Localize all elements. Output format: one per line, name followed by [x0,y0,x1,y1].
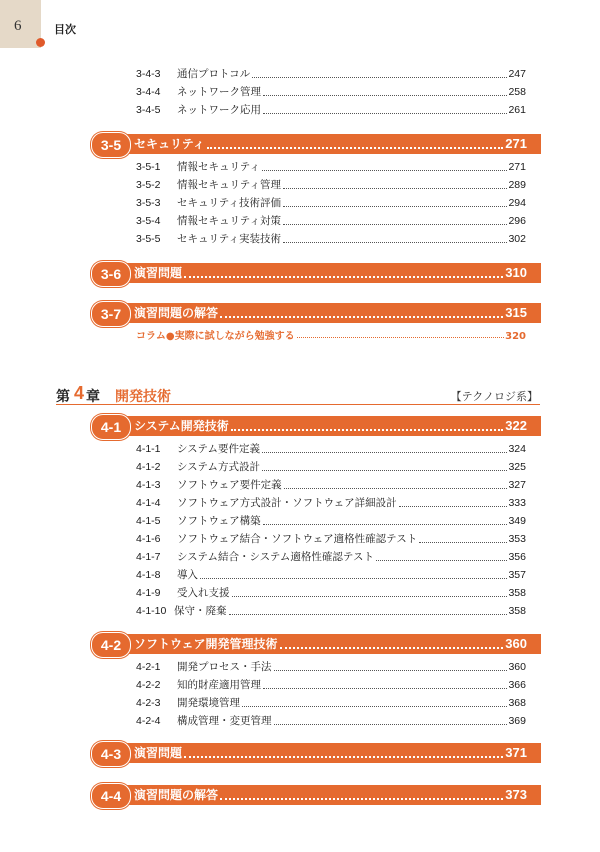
entry-number: 3-5-5 [136,233,161,245]
section-badge: 3-5 [91,132,131,158]
bullet-dot-icon [36,38,45,47]
entry-page: 353 [508,533,526,545]
dot-leader [262,452,508,453]
section-row [134,303,527,323]
column-page: 320 [505,331,526,342]
section-title: セキュリティ [134,137,205,151]
section-header-3-7[interactable] [91,303,541,323]
dot-leader [231,429,503,431]
toc-entry[interactable] [136,714,526,729]
entry-number: 3-4-4 [136,86,161,98]
section-page: 315 [505,305,527,320]
section-badge: 4-3 [91,741,131,767]
entry-page: 333 [508,497,526,509]
entry-title: 通信プロトコル [177,68,251,80]
toc-entry[interactable] [136,85,526,100]
entry-title: 開発プロセス・手法 [177,661,272,673]
dot-leader [274,670,508,671]
toc-entry[interactable] [136,696,526,711]
entry-number: 4-1-10 [136,605,167,617]
toc-entry[interactable] [136,660,526,675]
entry-number: 4-1-8 [136,569,161,581]
entry-page: 325 [508,461,526,473]
entry-page: 349 [508,515,526,527]
chapter-number: 4 [74,383,85,403]
dot-leader [283,188,508,189]
section-page: 360 [505,636,527,651]
entry-page: 358 [508,605,526,617]
entry-page: 324 [508,443,526,455]
section-page: 371 [505,745,527,760]
dot-leader [263,95,507,96]
section-header-4-2[interactable] [91,634,541,654]
section-badge: 3-7 [91,301,131,327]
section-title: 演習問題の解答 [134,306,219,320]
entry-page: 368 [508,697,526,709]
entry-title: ソフトウェア要件定義 [177,479,282,491]
entry-number: 4-1-5 [136,515,161,527]
dot-leader [220,798,503,800]
dot-leader [263,688,507,689]
chapter-heading [56,383,540,405]
entry-title: システム要件定義 [177,443,260,455]
toc-entry[interactable] [136,214,526,229]
dot-leader [242,706,507,707]
entry-number: 4-1-9 [136,587,161,599]
dot-leader [232,596,508,597]
entry-number: 3-4-3 [136,68,161,80]
section-badge: 4-1 [91,414,131,440]
dot-leader [297,337,504,338]
entry-page: 271 [508,161,526,173]
dot-leader [200,578,507,579]
entry-title: システム結合・システム適格性確認テスト [177,551,374,563]
dot-leader [376,560,507,561]
entry-number: 4-2-2 [136,679,161,691]
section-header-4-3[interactable] [91,743,541,763]
entry-number: 3-5-4 [136,215,161,227]
entry-number: 4-1-1 [136,443,161,455]
toc-entry[interactable] [136,103,526,118]
section-badge: 3-6 [91,261,131,287]
toc-entry[interactable] [136,460,526,475]
section-page: 271 [505,136,527,151]
toc-entry[interactable] [136,196,526,211]
section-title: 演習問題 [134,746,183,760]
entry-title: 開発環境管理 [177,697,240,709]
entry-title: ソフトウェア方式設計・ソフトウェア詳細設計 [177,497,397,509]
entry-title: セキュリティ技術評価 [177,197,281,209]
entry-page: 294 [508,197,526,209]
entry-page: 360 [508,661,526,673]
section-row [134,263,527,283]
column-entry[interactable] [136,327,526,342]
entry-page: 296 [508,215,526,227]
entry-number: 3-5-2 [136,179,161,191]
toc-entry[interactable] [136,478,526,493]
dot-leader [283,206,508,207]
chapter-suffix: 章 [86,389,100,405]
toc-entry[interactable] [136,232,526,247]
toc-entry[interactable] [136,678,526,693]
dot-leader [274,724,508,725]
section-row [134,416,527,436]
entry-page: 289 [508,179,526,191]
chapter-prefix: 第 [56,389,70,405]
dot-leader [262,470,508,471]
running-title: 目次 [54,23,76,36]
toc-entry[interactable] [136,514,526,529]
entry-number: 4-2-4 [136,715,161,727]
section-title: ソフトウェア開発管理技術 [134,637,278,651]
entry-number: 4-1-2 [136,461,161,473]
entry-number: 4-1-7 [136,551,161,563]
toc-entry[interactable] [136,178,526,193]
entry-page: 358 [508,587,526,599]
entry-title: 受入れ支援 [177,587,230,599]
entry-title: 保守・廃棄 [174,605,227,617]
section-header-3-5[interactable] [91,134,541,154]
toc-entry[interactable] [136,568,526,583]
section-row [134,743,527,763]
entry-page: 258 [508,86,526,98]
section-page: 373 [505,787,527,802]
entry-title: 構成管理・変更管理 [177,715,272,727]
entry-number: 4-1-3 [136,479,161,491]
toc-entry[interactable] [136,496,526,511]
dot-leader [283,242,508,243]
toc-entry[interactable] [136,442,526,457]
section-header-4-4[interactable] [91,785,541,805]
toc-entry[interactable] [136,67,526,82]
entry-number: 4-2-1 [136,661,161,673]
entry-page: 357 [508,569,526,581]
entry-page: 261 [508,104,526,116]
dot-leader [263,524,508,525]
toc-entry[interactable] [136,586,526,601]
dot-leader [184,276,503,278]
dot-leader [262,170,508,171]
toc-entry[interactable] [136,550,526,565]
entry-title: ソフトウェア構築 [177,515,261,527]
entry-title: ネットワーク管理 [177,86,261,98]
dot-leader [184,756,503,758]
entry-number: 3-5-1 [136,161,161,173]
chapter-category: 【テクノロジ系】 [450,390,538,403]
dot-leader [284,488,508,489]
entry-title: 情報セキュリティ対策 [177,215,281,227]
entry-number: 3-5-3 [136,197,161,209]
dot-leader [207,147,503,149]
entry-title: 導入 [177,569,198,581]
section-page: 322 [505,418,527,433]
chapter-title: 開発技術 [115,389,171,405]
entry-page: 247 [508,68,526,80]
entry-page: 302 [508,233,526,245]
section-header-4-1[interactable] [91,416,541,436]
entry-title: セキュリティ実装技術 [177,233,281,245]
dot-leader [280,647,504,649]
column-title: コラム●実際に試しながら勉強する [136,331,295,342]
dot-leader [399,506,508,507]
section-title: システム開発技術 [134,419,229,433]
section-title: 演習問題 [134,266,183,280]
section-header-3-6[interactable] [91,263,541,283]
toc-entry[interactable] [136,604,526,619]
toc-entry[interactable] [136,532,526,547]
section-page: 310 [505,265,527,280]
entry-number: 4-2-3 [136,697,161,709]
entry-page: 356 [508,551,526,563]
entry-title: 情報セキュリティ [177,161,260,173]
entry-title: ネットワーク応用 [177,104,261,116]
section-badge: 4-2 [91,632,131,658]
section-row [134,785,527,805]
dot-leader [229,614,508,615]
entry-title: 情報セキュリティ管理 [177,179,281,191]
dot-leader [419,542,507,543]
entry-title: 知的財産適用管理 [177,679,261,691]
entry-title: システム方式設計 [177,461,260,473]
dot-leader [220,316,503,318]
dot-leader [252,77,507,78]
entry-title: ソフトウェア結合・ソフトウェア適格性確認テスト [177,533,418,545]
entry-page: 366 [508,679,526,691]
entry-number: 3-4-5 [136,104,161,116]
entry-number: 4-1-6 [136,533,161,545]
dot-leader [263,113,507,114]
section-row [134,134,527,154]
dot-leader [283,224,508,225]
entry-page: 327 [508,479,526,491]
section-row [134,634,527,654]
entry-number: 4-1-4 [136,497,161,509]
toc-entry[interactable] [136,160,526,175]
section-title: 演習問題の解答 [134,788,219,802]
entry-page: 369 [508,715,526,727]
page-number: 6 [14,18,22,34]
section-badge: 4-4 [91,783,131,809]
